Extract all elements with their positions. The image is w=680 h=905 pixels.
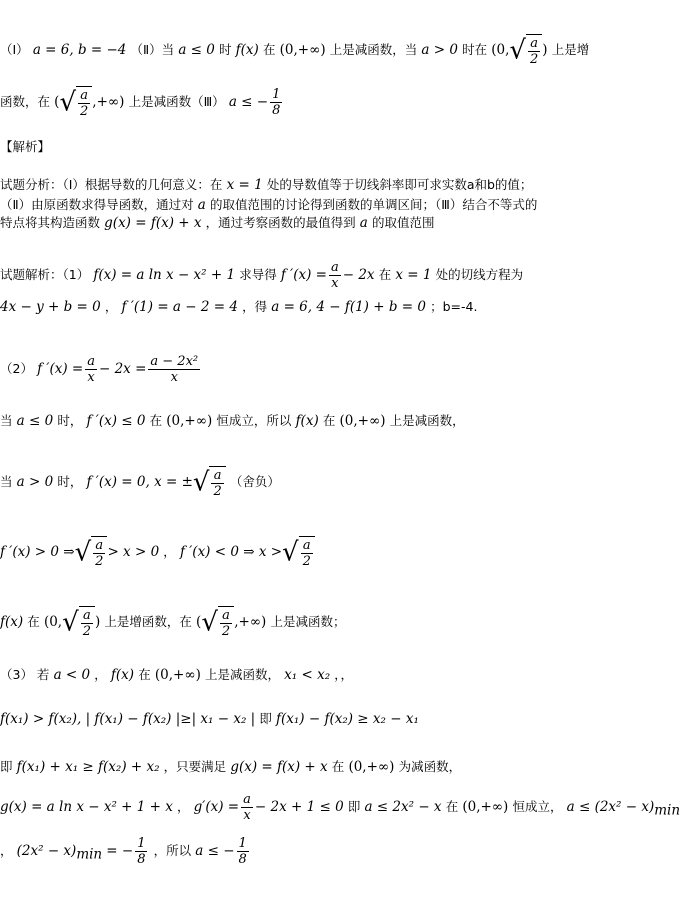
- solution-line-3: 当 a ≤ 0 时， f ′(x) ≤ 0 在 (0,+∞) 恒成立，所以 f(x) 在 (0,+∞) 上是减函数，: [0, 413, 465, 429]
- math-expr: f(x): [235, 42, 259, 58]
- analysis-line-1: 试题分析：（Ⅰ）根据导数的几何意义：在 x = 1 处的导数值等于切线斜率即可求实数a和b的值；: [0, 177, 533, 193]
- solution-line-1: 试题解析：（1） f(x) = a ln x − x² + 1 求导得 f ′(x) = $\frac{a}{x}$ − 2x 在 x = 1 处的切线方程为: [0, 260, 524, 291]
- answer-ab-values: a = 6, b = −4: [32, 42, 127, 58]
- solution-part-2: （2） f ′(x) = $\frac{a}{x}$ − 2x = $\frac{\text{a − 2x²}}{x}$: [0, 354, 199, 385]
- sqrt-a-over-2: √ $\frac{a}{2}$: [59, 86, 92, 119]
- solution-line-11: ， $(2x^2 - x)_{min}$ = − $\frac{1}{8}$ ，所以 a ≤ − $\frac{1}{8}$: [0, 836, 247, 867]
- answer-text: 在: [262, 42, 276, 57]
- math-expr: a ≤ −: [228, 94, 269, 110]
- math-expr: a ≤ 0: [178, 42, 215, 58]
- fraction-a-over-x: $\frac{a}{x}$: [330, 260, 339, 291]
- sqrt-a-over-2: √ $\frac{a}{2}$: [509, 34, 542, 67]
- fraction-one-eighth: $\frac{1}{8}$: [272, 87, 281, 118]
- answer-line-2: 函数，在 (√ $\frac{a}{2}$ ,+∞) 上是减函数（Ⅲ） a ≤ − $\frac{1}{8}$: [0, 87, 281, 119]
- solution-line-2: 4x − y + b = 0 ， f ′(1) = a − 2 = 4 ，得 a = 6, 4 − f(1) + b = 0 ；b=-4.: [0, 299, 478, 315]
- solution-line-9: 即 f(x₁) + x₁ ≥ f(x₂) + x₂ ，只要满足 g(x) = f(x) + x 在 (0,+∞) 为减函数，: [0, 759, 462, 775]
- answer-text: 上是增: [551, 42, 590, 57]
- answer-text: （Ⅱ）当: [130, 42, 175, 57]
- analysis-line-2: （Ⅱ）由原函数求得导函数，通过对 a 的取值范围的讨论得到函数的单调区间；（Ⅲ）结合不等式的: [0, 197, 538, 213]
- solution-line-5: f ′(x) > 0 ⇒√ $\frac{a}{2}$ > x > 0 ， f ′(x) < 0 ⇒ x >√ $\frac{a}{2}$: [0, 536, 315, 569]
- solution-line-7: （3） 若 a < 0 ， f(x) 在 (0,+∞) 上是减函数， x₁ < x₂ ，，: [0, 667, 354, 683]
- answer-line-1: （Ⅰ） a = 6, b = −4 （Ⅱ）当 a ≤ 0 时 f(x) 在 (0,+∞) 上是减函数，当 a > 0 时在 (0,√ $\frac{a}{2}$ ) 上是增: [0, 35, 590, 67]
- analysis-line-3: 特点将其构造函数 g(x) = f(x) + x ，通过考察函数的最值得到 a 的取值范围: [0, 215, 435, 231]
- answer-text: 函数，在: [0, 94, 51, 109]
- answer-text: 时在: [462, 42, 488, 57]
- fraction-derivative: $\frac{\text{a − 2x²}}{x}$: [150, 354, 199, 385]
- math-expr: a > 0: [421, 42, 458, 58]
- answer-part-label: （Ⅰ）: [0, 42, 29, 57]
- solution-line-10: g(x) = a ln x − x² + 1 + x ， g′(x) = $\frac{a}{x}$ − 2x + 1 ≤ 0 即 a ≤ 2x² − x 在 (0,+∞) 恒成立， $a \le (2x^2 - x)_{min}$: [0, 792, 680, 823]
- math-interval: (0,+∞): [279, 42, 326, 58]
- answer-text: 上是减函数，当: [329, 42, 418, 57]
- solution-line-4: 当 a > 0 时， f ′(x) = 0, x = ±√ $\frac{a}{2}$ （舍负）: [0, 467, 280, 499]
- answer-text: 上是减函数（Ⅲ）: [128, 94, 225, 109]
- analysis-heading: 【解析】: [0, 139, 51, 154]
- solution-line-8: f(x₁) > f(x₂), | f(x₁) − f(x₂) |≥| x₁ − x₂ | 即 f(x₁) − f(x₂) ≥ x₂ − x₁: [0, 711, 419, 727]
- answer-text: 时: [219, 42, 232, 57]
- solution-line-6: f(x) 在 (0,√ $\frac{a}{2}$ ) 上是增函数，在 (√ $\frac{a}{2}$ ,+∞) 上是减函数；: [0, 607, 346, 639]
